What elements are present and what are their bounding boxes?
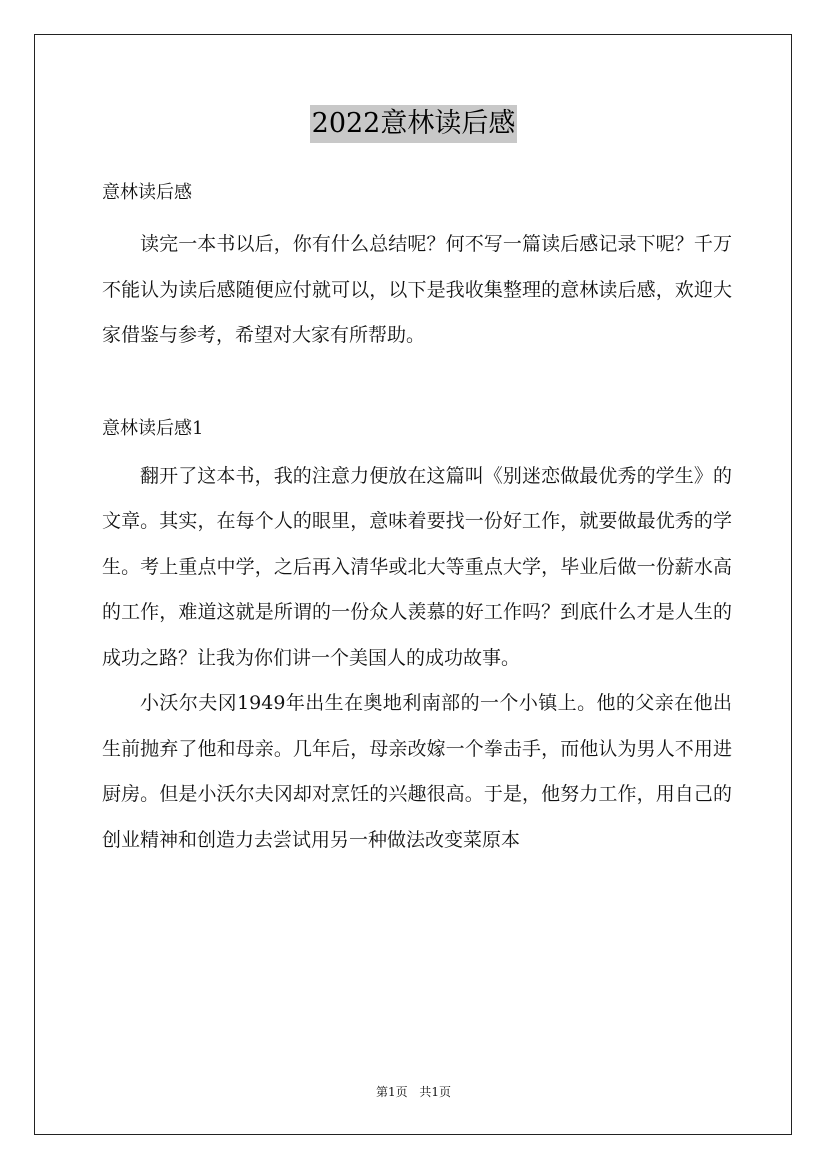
- document-body: [102, 174, 732, 863]
- section1-paragraph-2: 小沃尔夫冈1949年出生在奥地利南部的一个小镇上。他的父亲在他出生前抛弃了他和母亲。几年后，母亲改嫁一个拳击手，而他认为男人不用进厨房。但是小沃尔夫冈却对烹饪的兴趣很高。于是，他努力工作，用自己的创业精神和创造力去尝试用另一种做法改变菜原本: [102, 692, 732, 851]
- page-total: 共1页: [419, 1085, 452, 1099]
- page-number: 第1页: [375, 1085, 408, 1099]
- intro-paragraph: 读完一本书以后，你有什么总结呢？何不写一篇读后感记录下呢？千万不能认为读后感随便应付就可以，以下是我收集整理的意林读后感，欢迎大家借鉴与参考，希望对大家有所帮助。: [102, 233, 732, 346]
- intro-heading: 意林读后感: [102, 182, 192, 203]
- title-container: [0, 105, 827, 143]
- section-gap: [102, 359, 732, 410]
- section1-heading: 意林读后感1: [102, 417, 204, 439]
- page-footer: [0, 1082, 827, 1102]
- section1-paragraph-1: 翻开了这本书，我的注意力便放在这篇叫《别迷恋做最优秀的学生》的文章。其实，在每个人的眼里，意味着要找一份好工作，就要做最优秀的学生。考上重点中学，之后再入清华或北大等重点大学，毕业后做一份薪水高的工作，难道这就是所谓的一份众人羡慕的好工作吗？到底什么才是人生的成功之路？让我为你们讲一个美国人的成功故事。: [102, 464, 732, 669]
- document-title: 2022意林读后感: [310, 105, 518, 143]
